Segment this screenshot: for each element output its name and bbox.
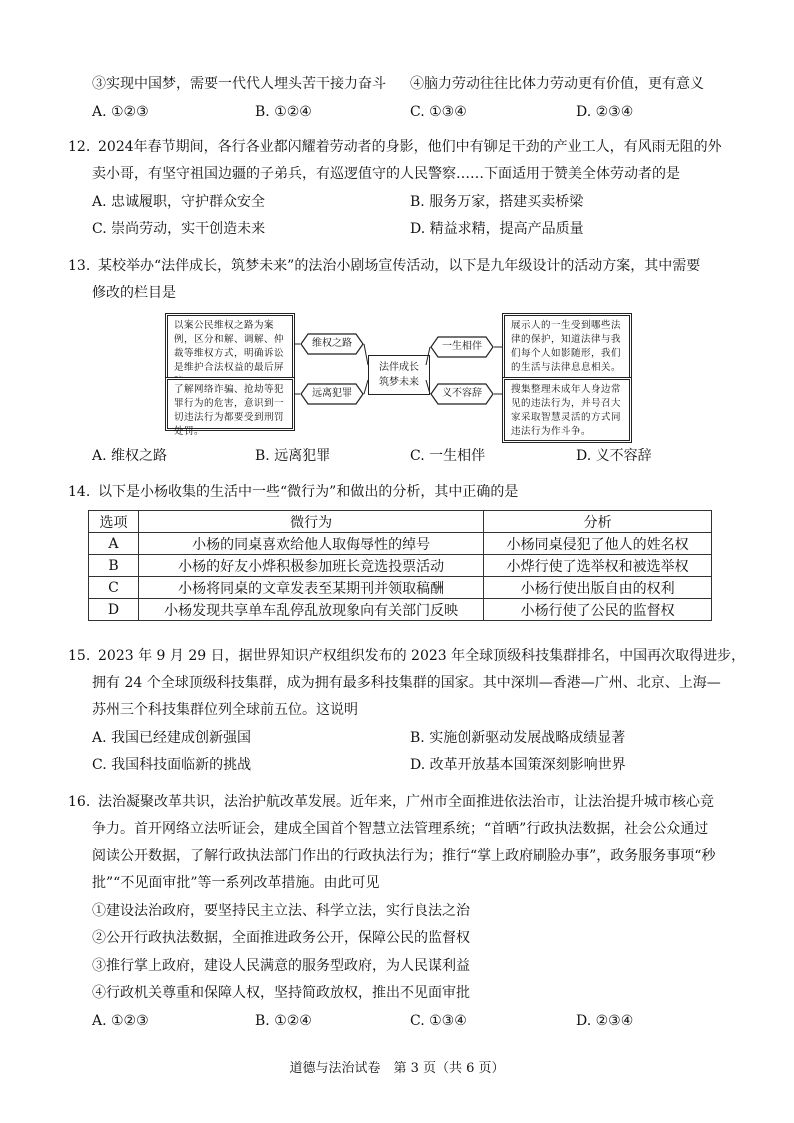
q15-stem-line2: 拥有 24 个全球顶级科技集群，成为拥有最多科技集群的国家。其中深圳—香港—广州、北京、上海— <box>92 675 721 691</box>
q16-stem-line3: 阅读公开数据，了解行政执法部门作出的行政执法行为；推行“掌上政府刷脸办事”，政务服务事项“秒 <box>92 848 716 864</box>
q16-stem-line4: 批”“不见面审批”等一系列改革措施。由此可见 <box>92 875 380 891</box>
diagram-text-lifelong: 展示人的一生受到哪些法律的保护，知道法律与我们每个人如影随形，我们的生活与法律息息相关。 <box>511 320 622 373</box>
table-header-row <box>89 511 712 533</box>
q15-option-b: B. 实施创新驱动发展战略成绩显著 <box>410 730 626 746</box>
table-cell-analysis: 小烨行使了选举权和被选举权 <box>484 555 712 577</box>
q15-option-d: D. 改革开放基本国策深刻影响世界 <box>410 757 626 773</box>
q14-stem: 以下是小杨收集的生活中一些“微行为”和做出的分析，其中正确的是 <box>98 484 519 500</box>
table-cell-behavior: 小杨发现共享单车乱停乱放现象向有关部门反映 <box>138 599 483 621</box>
q12-option-a: A. 忠诚履职，守护群众安全 <box>92 194 266 210</box>
diagram-label-rights-path-text: 维权之路 <box>312 338 352 349</box>
q16-statement-2: ②公开行政执法数据，全面推进政务公开，保障公民的监督权 <box>92 930 470 946</box>
q16-statement-3: ③推行掌上政府，建设人民满意的服务型政府，为人民谋利益 <box>92 958 470 974</box>
table-cell-behavior: 小杨的好友小烨积极参加班长竞选投票活动 <box>138 555 483 577</box>
table-row <box>89 533 712 555</box>
table-cell-option: A <box>89 533 139 555</box>
table-cell-option: C <box>89 577 139 599</box>
q12-option-d: D. 精益求精，提高产品质量 <box>410 221 584 237</box>
table-cell-option: D <box>89 599 139 621</box>
q11-option-d: D. ②③④ <box>576 104 634 120</box>
q13-option-b: B. 远离犯罪 <box>255 448 331 464</box>
q12-number: 12. <box>68 139 91 155</box>
q16-statement-4: ④行政机关尊重和保障人权，坚持简政放权，推出不见面审批 <box>92 985 470 1001</box>
q16-option-d: D. ②③④ <box>576 1013 634 1029</box>
diagram-text-rights-path: 以案公民维权之路为案例，区分和解、调解、仲裁等维权方式，明确诉讼是维护合法权益的最后屏 <box>174 320 285 373</box>
diagram-center-links <box>0 0 794 460</box>
table-cell-analysis: 小杨同桌侵犯了他人的姓名权 <box>484 533 712 555</box>
diagram-center-theme: 法伴成长 筑梦未来 <box>368 355 430 395</box>
q11-option-b: B. ①②④ <box>255 104 312 120</box>
page-footer: 道德与法治试卷 第 3 页（共 6 页） <box>289 1061 505 1076</box>
diagram-label-stay-away-crime-text: 远离犯罪 <box>312 388 352 399</box>
q15-stem-line1: 2023 年 9 月 29 日，据世界知识产权组织发布的 2023 年全球顶级科技集群排名，中国再次取得进步， <box>98 648 746 664</box>
table-cell-behavior: 小杨的同桌喜欢给他人取侮辱性的绰号 <box>138 533 483 555</box>
q12-option-b: B. 服务万家，搭建买卖桥梁 <box>410 194 584 210</box>
table-header-cell: 分析 <box>484 511 712 533</box>
q11-statement-3: ③实现中国梦，需要一代代人埋头苦干接力奋斗 <box>92 76 386 92</box>
q13-option-d: D. 义不容辞 <box>576 448 652 464</box>
q16-option-b: B. ①②④ <box>255 1013 312 1029</box>
table-cell-option: B <box>89 555 139 577</box>
q11-option-c: C. ①③④ <box>410 104 467 120</box>
q16-statement-1: ①建设法治政府，要坚持民主立法、科学立法，实行良法之治 <box>92 903 470 919</box>
q15-number: 15. <box>68 648 91 664</box>
table-cell-behavior: 小杨将同桌的文章发表至某期刊并领取稿酬 <box>138 577 483 599</box>
q11-statement-4: ④脑力劳动往往比体力劳动更有价值，更有意义 <box>410 76 704 92</box>
q13-number: 13. <box>68 258 91 274</box>
q11-option-a: A. ①②③ <box>92 104 149 120</box>
table-row <box>89 555 712 577</box>
q16-stem-line1: 法治凝聚改革共识，法治护航改革发展。近年来，广州市全面推进依法治市，让法治提升城市核心竞 <box>98 794 714 810</box>
q15-stem-line3: 苏州三个科技集群位列全球前五位。这说明 <box>92 702 358 718</box>
q15-option-c: C. 我国科技面临新的挑战 <box>92 757 252 773</box>
diagram-text-duty-bound: 搜集整理未成年人身边常见的违法行为，并号召大家采取智慧灵活的方式同违法行为作斗争。 <box>511 384 622 437</box>
q14-table <box>88 510 712 621</box>
q16-option-c: C. ①③④ <box>410 1013 467 1029</box>
q15-option-a: A. 我国已经建成创新强国 <box>92 730 252 746</box>
table-cell-analysis: 小杨行使出版自由的权利 <box>484 577 712 599</box>
q13-stem-line1: 某校举办“法伴成长，筑梦未来”的法治小剧场宣传活动，以下是九年级设计的活动方案，其中需要 <box>98 258 701 274</box>
diagram-label-lifelong-text: 一生相伴 <box>442 341 482 352</box>
diagram-text-stay-away-crime: 了解网络诈骗、抢劫等犯罪行为的危害，意识到一切违法行为都要受到刑罚处罚。 <box>174 384 285 437</box>
q13-option-c: C. 一生相伴 <box>410 448 486 464</box>
diagram-label-duty-bound-text: 义不容辞 <box>442 388 482 399</box>
q12-stem-line2: 卖小哥，有坚守祖国边疆的子弟兵，有巡逻值守的人民警察……下面适用于赞美全体劳动者的是 <box>92 166 680 182</box>
q16-stem-line2: 争力。首开网络立法听证会，建成全国首个智慧立法管理系统；“首晒”行政执法数据，社会公众通过 <box>92 821 709 837</box>
table-header-cell: 微行为 <box>138 511 483 533</box>
q13-option-a: A. 维权之路 <box>92 448 168 464</box>
q12-option-c: C. 崇尚劳动，实干创造未来 <box>92 221 266 237</box>
q16-number: 16. <box>68 794 91 810</box>
table-header-cell: 选项 <box>89 511 139 533</box>
q13-stem-line2: 修改的栏目是 <box>92 285 176 301</box>
q12-stem-line1: 2024年春节期间，各行各业都闪耀着劳动者的身影，他们中有铆足干劲的产业工人，有风雨无阻的外 <box>98 139 722 155</box>
q14-number: 14. <box>68 484 91 500</box>
table-row <box>89 599 712 621</box>
table-cell-analysis: 小杨行使了公民的监督权 <box>484 599 712 621</box>
table-row <box>89 577 712 599</box>
q16-option-a: A. ①②③ <box>92 1013 149 1029</box>
